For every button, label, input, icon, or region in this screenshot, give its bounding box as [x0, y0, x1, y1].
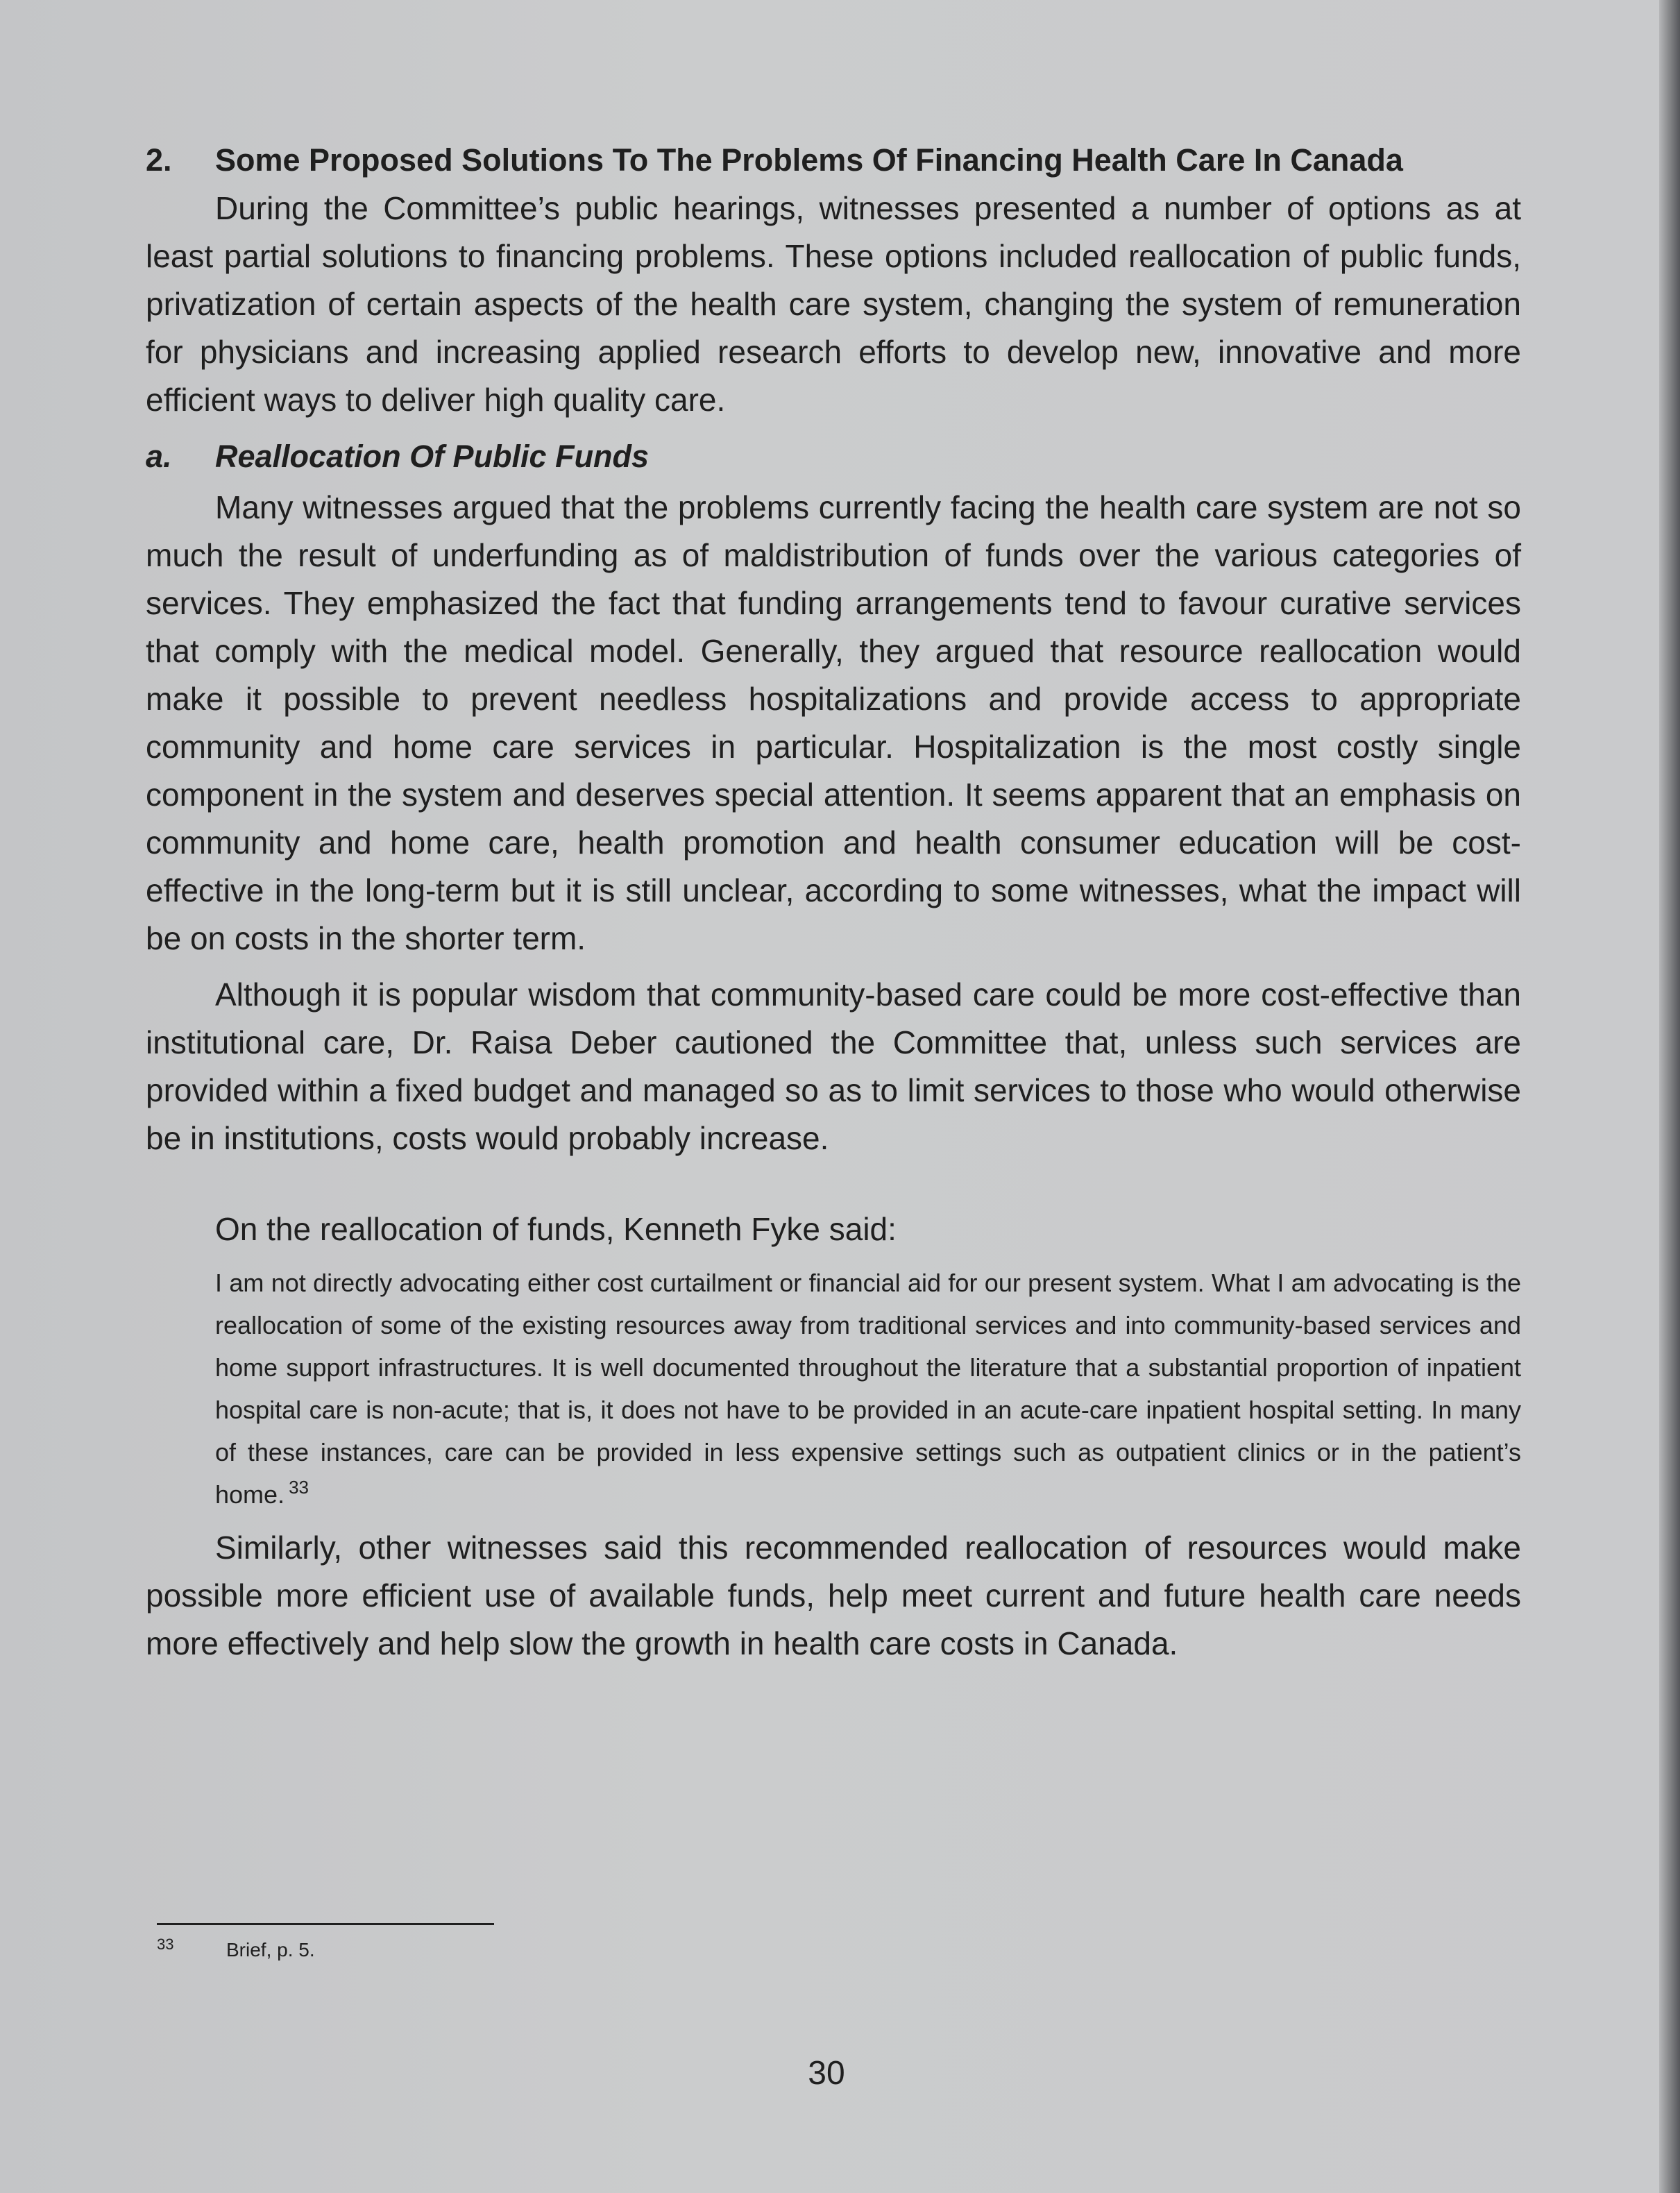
body-paragraph-community-care: Although it is popular wisdom that community-based care could be more cost-effective than institutional care, Dr. Raisa Deber cautioned the Committee that, unless such services are provided within a fixed budget and managed so as to limit services to those who would otherwise be in institutions, costs would probably increase.: [146, 976, 1521, 1156]
section-intro-paragraph: During the Committee’s public hearings, witnesses presented a number of options as at least partial solutions to financing problems. These options included reallocation of public funds, privatization of certain aspects of the health care system, changing the system of remuneration for physicians and increasing applied research efforts to develop new, innovative and more efficient ways to deliver high quality care.: [146, 190, 1521, 418]
closing-paragraph: Similarly, other witnesses said this recommended reallocation of resources would make possible more efficient use of available funds, help meet current and future health care needs more effectively and help slow the growth in health care costs in Canada.: [146, 1530, 1521, 1661]
subsection-heading: [146, 432, 1521, 481]
subsection-letter: a.: [146, 439, 172, 474]
footnote-reference: 33: [289, 1477, 309, 1498]
page-number: 30: [808, 2055, 845, 2092]
footnote-number: 33: [157, 1936, 174, 1953]
section-number: 2.: [146, 142, 172, 178]
subsection-title: Reallocation Of Public Funds: [215, 439, 650, 474]
footnote: [157, 1936, 315, 1964]
section-title: Some Proposed Solutions To The Problems Of Financing Health Care In Canada: [215, 142, 1403, 178]
footnote-text: Brief, p. 5.: [226, 1939, 315, 1961]
section-heading: [146, 136, 1521, 185]
page-content: [146, 136, 1521, 1676]
quote-intro-paragraph: On the reallocation of funds, Kenneth Fyke said:: [215, 1211, 897, 1247]
block-quote: [215, 1262, 1521, 1516]
footnote-separator: [157, 1923, 494, 1925]
body-paragraph-maldistribution: Many witnesses argued that the problems currently facing the health care system are not so much the result of underfunding as of maldistribution of funds over the various categories of services. They emphasized the fact that funding arrangements tend to favour curative services that comply with the medical model. Generally, they argued that resource reallocation would make it possible to prevent needless hospitalizations and provide access to appropriate community and home care services in particular. Hospitalization is the most costly single component in the system and deserves special attention. It seems apparent that an emphasis on community and home care, health promotion and health consumer education will be cost-effective in the long-term but it is still unclear, according to some witnesses, what the impact will be on costs in the shorter term.: [146, 489, 1521, 956]
quote-text: I am not directly advocating either cost curtailment or financial aid for our present system. What I am advocating is the reallocation of some of the existing resources away from traditional services and into community-based services and home support infrastructures. It is well documented throughout the literature that a substantial proportion of inpatient hospital care is non-acute; that is, it does not have to be provided in an acute-care inpatient hospital setting. In many of these instances, care can be provided in less expensive settings such as outpatient clinics or in the patient’s home.: [215, 1269, 1521, 1509]
page-edge-shadow: [1659, 0, 1680, 2193]
